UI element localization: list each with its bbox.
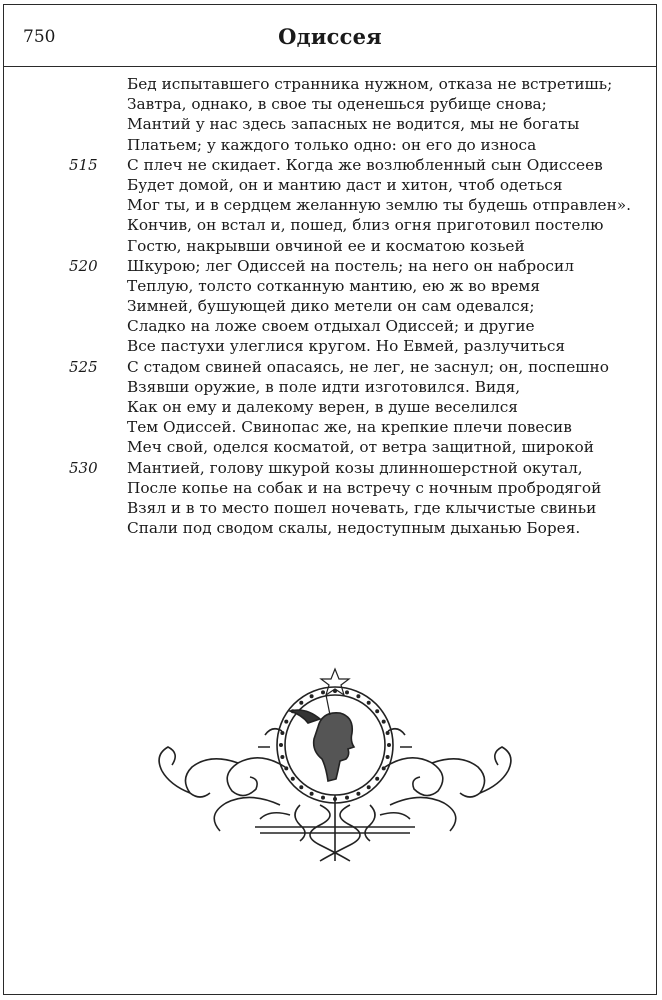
verse-line [0,114,662,134]
verse-line [0,357,662,377]
line-text: Мантий у нас здесь запасных не водится, мы не богаты [127,115,580,134]
line-text: Меч свой, оделся косматой, от ветра защитной, широкой [127,438,594,457]
verse-line [0,195,662,215]
verse-line [0,256,662,276]
line-text: После копье на собак и на встречу с ночным пробродягой [127,478,602,497]
line-text: Гостю, накрывши овчиной ее и косматою козьей [127,236,525,255]
line-text: Мог ты, и в сердцем желанную землю ты будешь отправлен». [127,196,632,215]
line-text: Тем Одиссей. Свинопас же, на крепкие плечи повесив [127,418,572,437]
line-text: Теплую, толсто сотканную мантию, ею ж во время [127,276,540,295]
verse-line [0,417,662,437]
hermes-medallion-caduceus-icon [140,655,530,865]
verse-line [0,155,662,175]
verse-line [0,215,662,235]
line-number: 515 [69,155,98,174]
verse-line [0,276,662,296]
line-text: Сладко на ложе своем отдыхал Одиссей; и другие [127,317,535,336]
line-text: Бед испытавшего странника нужном, отказа не встретишь; [127,75,613,93]
verse-line [0,397,662,417]
running-header [4,5,656,67]
verse-line [0,437,662,457]
line-text: Завтра, однако, в свое ты оденешься рубище снова; [127,95,547,114]
line-text: Все пастухи улеглися кругом. Но Евмей, разлучиться [127,337,566,356]
poem-text [0,74,662,538]
verse-line [0,458,662,478]
verse-line [0,74,662,94]
verse-line [0,518,662,538]
line-text: Будет домой, он и мантию даст и хитон, чтоб одеться [127,175,563,194]
verse-line [0,498,662,518]
line-number: 530 [69,458,98,477]
page-number: 750 [23,27,56,47]
line-number: 520 [69,256,98,275]
verse-line [0,316,662,336]
running-title: Одиссея [278,24,382,49]
line-text: Взявши оружие, в поле идти изготовился. Видя, [127,377,521,396]
line-number: 525 [69,357,98,376]
line-text: С стадом свиней опасаясь, не лег, не заснул; он, поспешно [127,357,609,376]
verse-line [0,135,662,155]
verse-line [0,236,662,256]
line-text: Как он ему и далекому верен, в душе веселился [127,398,518,416]
line-text: Зимней, бушующей дико метели он сам одевался; [127,297,535,316]
verse-line [0,94,662,114]
line-text: Платьем; у каждого только одно: он его до износа [127,135,537,154]
line-text: Мантией, голову шкурой козы длинношерстной окутал, [127,458,583,477]
line-text: Шкурою; лег Одиссей на постель; на него он набросил [127,256,574,275]
line-text: Кончив, он встал и, пошед, близ огня приготовил постелю [127,216,604,235]
verse-line [0,478,662,498]
line-text: С плеч не скидает. Когда же возлюбленный сын Одиссеев [127,155,603,174]
verse-line [0,296,662,316]
line-text: Взял и в то место пошел ночевать, где клычистые свиньи [127,498,597,517]
verse-line [0,336,662,356]
verse-line [0,377,662,397]
line-text: Спали под сводом скалы, недоступным дыханью Борея. [127,519,581,538]
verse-line [0,175,662,195]
